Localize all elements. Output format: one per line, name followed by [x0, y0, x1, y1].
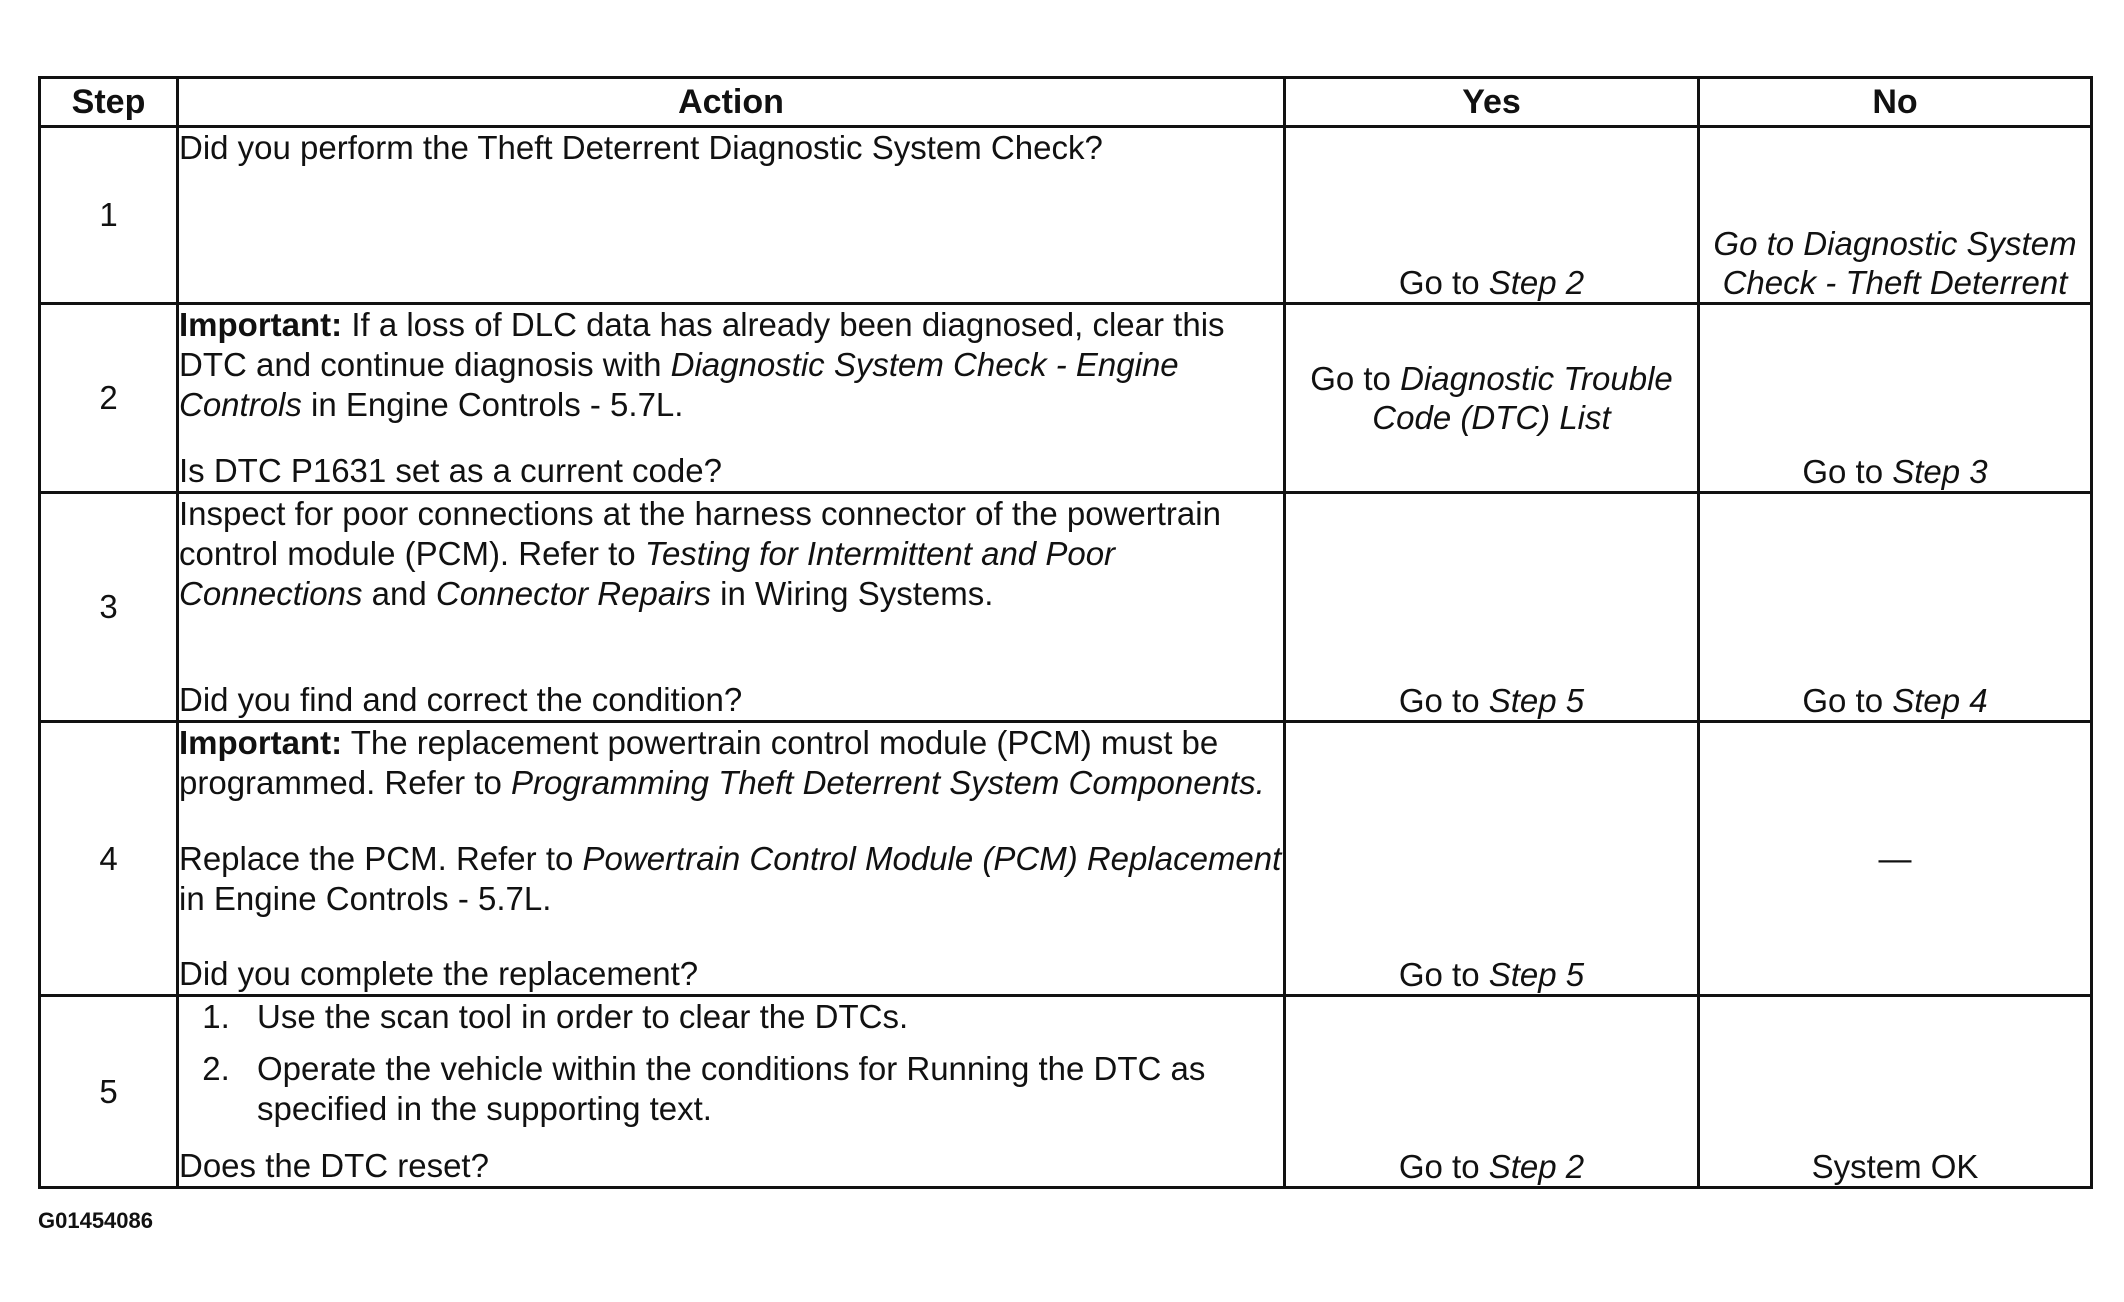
action-question: Is DTC P1631 set as a current code? [179, 452, 722, 489]
yes-prefix: Go to [1398, 956, 1489, 993]
no-ref: Go to Diagnostic System Check - Theft Deterrent [1713, 225, 2077, 301]
table-header-row [40, 78, 2092, 127]
diagnostic-table [38, 76, 2093, 1189]
yes-cell [1285, 127, 1699, 304]
table-row [40, 996, 2092, 1188]
action-list [179, 997, 1283, 1141]
no-ref: Step 3 [1892, 453, 1988, 490]
no-dash: — [1878, 840, 1912, 877]
action-instruction [179, 839, 1283, 919]
yes-ref: Step 2 [1488, 1148, 1585, 1185]
step-number: 2 [40, 304, 178, 493]
list-item: 1. Use the scan tool in order to clear the DTCs. [239, 997, 1283, 1037]
action-text: in Engine Controls - 5.7L. [301, 386, 684, 423]
important-label: Important: [179, 306, 343, 343]
action-question: Did you complete the replacement? [179, 955, 699, 992]
step-number: 5 [40, 996, 178, 1188]
action-text: The replacement powertrain control module (PCM) must be programmed. Refer to [179, 724, 1219, 801]
table-row [40, 127, 2092, 304]
action-text: Inspect for poor connections at the harness connector of the powertrain control module (PCM). Refer to [179, 495, 1221, 572]
no-cell [1699, 304, 2092, 493]
no-cell [1699, 493, 2092, 722]
no-text: System OK [1811, 1148, 1979, 1185]
yes-ref: Step 5 [1488, 682, 1585, 719]
action-cell [178, 722, 1285, 996]
yes-cell [1285, 304, 1699, 493]
action-question: Did you perform the Theft Deterrent Diagnostic System Check? [179, 129, 1103, 166]
header-no: No [1699, 78, 2092, 127]
action-note [179, 723, 1283, 803]
figure-id: G01454086 [38, 1208, 153, 1233]
action-question: Did you find and correct the condition? [179, 681, 743, 718]
action-ref: Diagnostic System Check - Engine Controls [179, 346, 1179, 423]
yes-cell [1285, 996, 1699, 1188]
action-cell [178, 493, 1285, 722]
step-number: 4 [40, 722, 178, 996]
important-label: Important: [179, 724, 343, 761]
table-row [40, 722, 2092, 996]
no-prefix: Go to [1802, 682, 1893, 719]
action-ref: Powertrain Control Module (PCM) Replacement [582, 839, 1282, 877]
no-cell [1699, 722, 2092, 996]
action-text: If a loss of DLC data has already been diagnosed, clear this DTC and continue diagnosis with [179, 306, 1225, 383]
yes-prefix: Go to [1398, 264, 1489, 301]
no-cell [1699, 996, 2092, 1188]
action-text: and [362, 575, 436, 612]
header-step: Step [40, 78, 178, 127]
no-cell [1699, 127, 2092, 304]
yes-cell [1285, 493, 1699, 722]
action-text: in Engine Controls - 5.7L. [179, 879, 552, 917]
action-text: Replace the PCM. Refer to [179, 839, 583, 877]
no-ref: Step 4 [1892, 682, 1988, 719]
yes-ref: Step 2 [1488, 264, 1585, 301]
step-number: 1 [40, 127, 178, 304]
yes-prefix: Go to [1398, 1148, 1489, 1185]
yes-ref: Step 5 [1488, 956, 1585, 993]
action-cell [178, 304, 1285, 493]
action-question: Does the DTC reset? [179, 1147, 489, 1184]
action-note [179, 494, 1283, 614]
yes-ref: Diagnostic Trouble Code (DTC) List [1372, 360, 1673, 436]
action-ref: Connector Repairs [435, 575, 711, 612]
yes-prefix: Go to [1398, 682, 1489, 719]
step-number: 3 [40, 493, 178, 722]
action-text: in Wiring Systems. [711, 575, 994, 612]
list-item: 2. Operate the vehicle within the conditions for Running the DTC as specified in the supporting text. [239, 1049, 1283, 1129]
header-yes: Yes [1285, 78, 1699, 127]
action-cell [178, 127, 1285, 304]
table-row [40, 304, 2092, 493]
table-row [40, 493, 2092, 722]
header-action: Action [178, 78, 1285, 127]
action-note [179, 305, 1283, 425]
no-prefix: Go to [1802, 453, 1893, 490]
action-ref: Testing for Intermittent and Poor Connections [179, 535, 1116, 612]
yes-prefix: Go to [1310, 360, 1401, 397]
action-ref: Programming Theft Deterrent System Components. [510, 764, 1265, 801]
action-cell [178, 996, 1285, 1188]
yes-cell [1285, 722, 1699, 996]
